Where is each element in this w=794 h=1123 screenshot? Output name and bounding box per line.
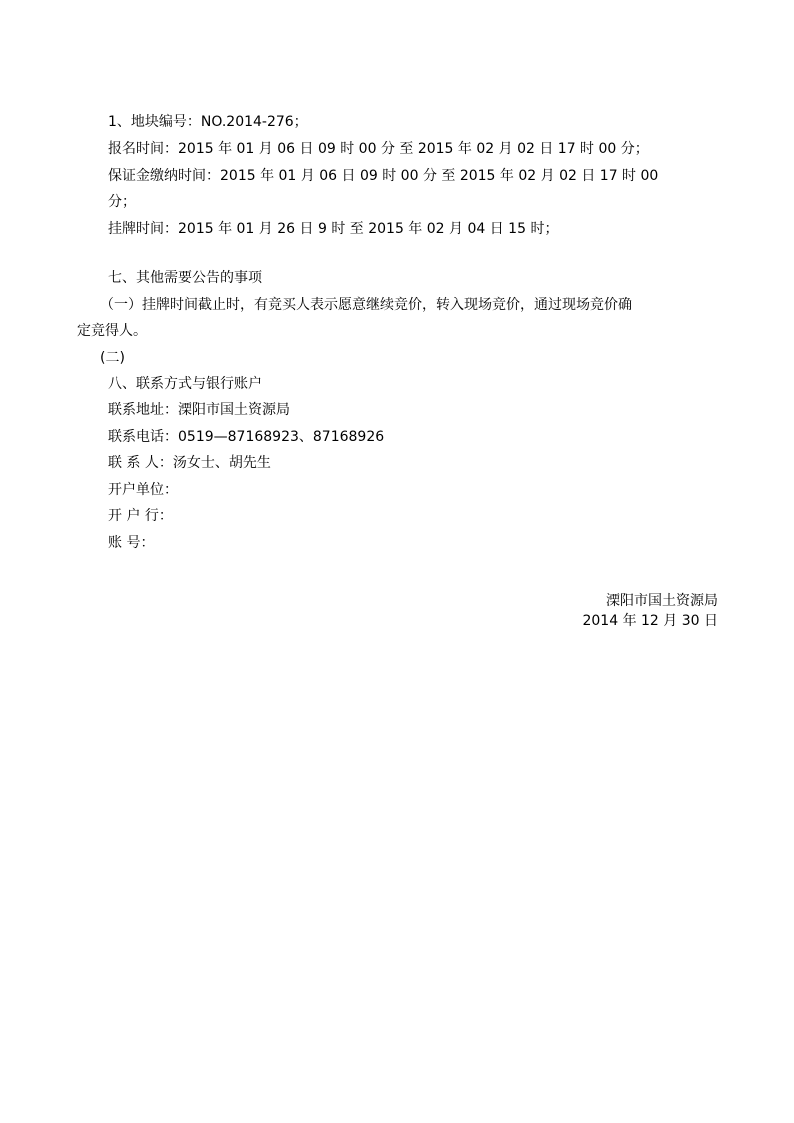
- section7-item2: (二): [100, 350, 125, 366]
- signature-organization: 溧阳市国土资源局: [606, 593, 718, 609]
- section7-heading: 七、其他需要公告的事项: [108, 270, 262, 286]
- account-unit: 开户单位：: [108, 482, 178, 498]
- signature-date: 2014 年 12 月 30 日: [582, 613, 718, 629]
- plot-number: 1、地块编号：NO.2014-276；: [108, 114, 308, 130]
- section8-heading: 八、联系方式与银行账户: [108, 376, 262, 392]
- contact-phone: 联系电话：0519—87168923、87168926: [108, 429, 385, 445]
- contact-address: 联系地址：溧阳市国土资源局: [108, 402, 290, 418]
- section7-item1-line1: （一）挂牌时间截止时，有竞买人表示愿意继续竞价，转入现场竞价，通过现场竞价确: [100, 297, 632, 313]
- registration-time: 报名时间：2015 年 01 月 06 日 09 时 00 分 至 2015 年 02 月 02 日 17 时 00 分；: [108, 141, 649, 157]
- contact-person: 联 系 人：汤女士、胡先生: [108, 455, 271, 471]
- deposit-time-line1: 保证金缴纳时间：2015 年 01 月 06 日 09 时 00 分 至 2015 年 02 月 02 日 17 时 00: [108, 168, 659, 184]
- account-number: 账 号：: [108, 535, 155, 551]
- deposit-time-line2: 分；: [108, 194, 136, 210]
- bank-name: 开 户 行：: [108, 508, 173, 524]
- section7-item1-line2: 定竞得人。: [77, 323, 147, 339]
- listing-time: 挂牌时间：2015 年 01 月 26 日 9 时 至 2015 年 02 月 04 日 15 时；: [108, 221, 559, 237]
